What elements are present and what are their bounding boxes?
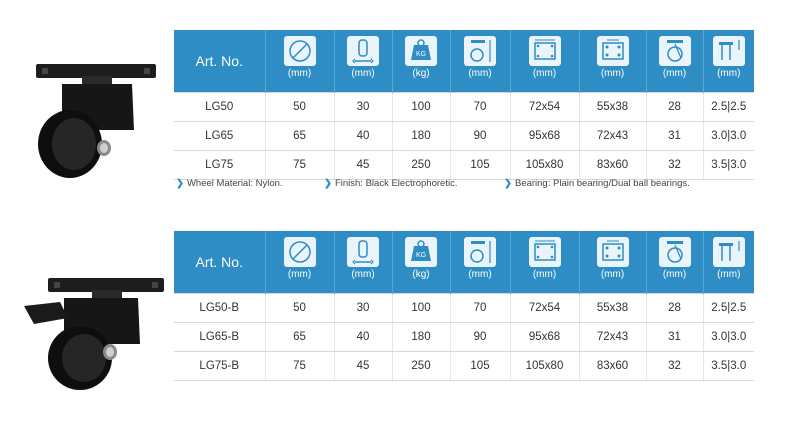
spec-cell: 105x80 [510,150,579,179]
unit-label: (mm) [717,68,741,79]
spec-cell: 70 [450,293,510,322]
spec-table-brake [174,231,754,381]
bolt-hole-spacing-icon [597,237,629,267]
header-row [174,231,754,293]
unit-label: (mm) [351,68,375,79]
spec-cell: 105 [450,351,510,380]
art-no-cell: LG65 [174,121,265,150]
spec-cell: 90 [450,121,510,150]
spec-cell: 3.0|3.0 [703,121,754,150]
spec-cell: 180 [392,322,450,351]
spec-cell: 30 [334,293,392,322]
chevron-right-icon: ❯ [324,178,332,189]
unit-label: (mm) [468,68,492,79]
spec-cell: 180 [392,121,450,150]
notes-bar [174,178,794,192]
wheel-diameter-icon [284,237,316,267]
spec-cell: 75 [265,351,334,380]
unit-label: (mm) [717,269,741,280]
spec-cell: 3.5|3.0 [703,150,754,179]
load-weight-kg-icon [405,36,437,66]
art-no-cell: LG65-B [174,322,265,351]
swivel-radius-icon [659,237,691,267]
spec-cell: 72x54 [510,92,579,121]
unit-label: (mm) [287,68,312,79]
wheel-diameter-icon [284,36,316,66]
header-row [174,30,754,92]
spec-cell: 31 [646,121,703,150]
unit-label: (mm) [287,269,312,280]
spec-cell: 32 [646,150,703,179]
load-weight-kg-icon [405,237,437,267]
unit-label: (kg) [412,269,430,280]
spec-cell: 70 [450,92,510,121]
unit-label: (mm) [532,68,557,79]
spec-cell: 32 [646,351,703,380]
spec-cell: 30 [334,92,392,121]
spec-cell: 45 [334,351,392,380]
spec-cell: 65 [265,322,334,351]
table-row [174,92,754,121]
spec-cell: 83x60 [579,150,646,179]
spec-cell: 105x80 [510,351,579,380]
unit-label: (mm) [662,269,687,280]
spec-cell: 50 [265,92,334,121]
art-no-header: Art. No. [174,231,265,293]
spec-cell: 55x38 [579,92,646,121]
unit-label: (mm) [351,269,375,280]
unit-label: (mm) [532,269,557,280]
plate-size-icon [529,36,561,66]
art-no-header: Art. No. [174,30,265,92]
chevron-right-icon: ❯ [504,178,512,189]
spec-cell: 250 [392,150,450,179]
swivel-radius-icon [659,36,691,66]
spec-cell: 28 [646,293,703,322]
spec-cell: 100 [392,92,450,121]
spec-cell: 2.5|2.5 [703,92,754,121]
spec-cell: 3.0|3.0 [703,322,754,351]
spec-cell: 28 [646,92,703,121]
note-finish: ❯ Finish: Black Electrophoretic. [324,178,458,189]
art-no-cell: LG50-B [174,293,265,322]
wheel-width-icon [347,36,379,66]
note-wheel-material: ❯ Wheel Material: Nylon. [176,178,283,189]
swivel-caster-image [22,60,162,180]
plate-size-icon [529,237,561,267]
unit-label: (mm) [468,269,492,280]
art-no-cell: LG50 [174,92,265,121]
overall-height-icon [464,36,496,66]
spec-cell: 31 [646,322,703,351]
spec-cell: 40 [334,322,392,351]
bolt-hole-spacing-icon [597,36,629,66]
unit-label: (mm) [600,269,625,280]
chevron-right-icon: ❯ [176,178,184,189]
unit-label: (mm) [600,68,625,79]
spec-cell: 90 [450,322,510,351]
table-row [174,322,754,351]
spec-cell: 95x68 [510,322,579,351]
spec-cell: 50 [265,293,334,322]
table-row [174,351,754,380]
spec-cell: 83x60 [579,351,646,380]
overall-height-icon [464,237,496,267]
table-row [174,293,754,322]
unit-label: (mm) [662,68,687,79]
table-row [174,121,754,150]
spec-cell: 2.5|2.5 [703,293,754,322]
spec-cell: 65 [265,121,334,150]
svg-text:KG: KG [415,252,427,259]
spec-cell: 72x43 [579,322,646,351]
wheel-width-icon [347,237,379,267]
svg-text:KG: KG [415,51,427,58]
spec-cell: 105 [450,150,510,179]
unit-label: (kg) [412,68,430,79]
spec-cell: 45 [334,150,392,179]
spec-cell: 250 [392,351,450,380]
spec-cell: 40 [334,121,392,150]
spec-cell: 3.5|3.0 [703,351,754,380]
spec-cell: 72x43 [579,121,646,150]
art-no-cell: LG75-B [174,351,265,380]
spec-table-standard [174,30,754,180]
art-no-cell: LG75 [174,150,265,179]
note-bearing: ❯ Bearing: Plain bearing/Dual ball bearings. [504,178,690,189]
spec-cell: 75 [265,150,334,179]
spec-cell: 72x54 [510,293,579,322]
spec-cell: 100 [392,293,450,322]
bolt-hole-size-icon [713,237,745,267]
spec-cell: 95x68 [510,121,579,150]
brake-caster-image [20,272,165,392]
table-row [174,150,754,179]
bolt-hole-size-icon [713,36,745,66]
spec-cell: 55x38 [579,293,646,322]
